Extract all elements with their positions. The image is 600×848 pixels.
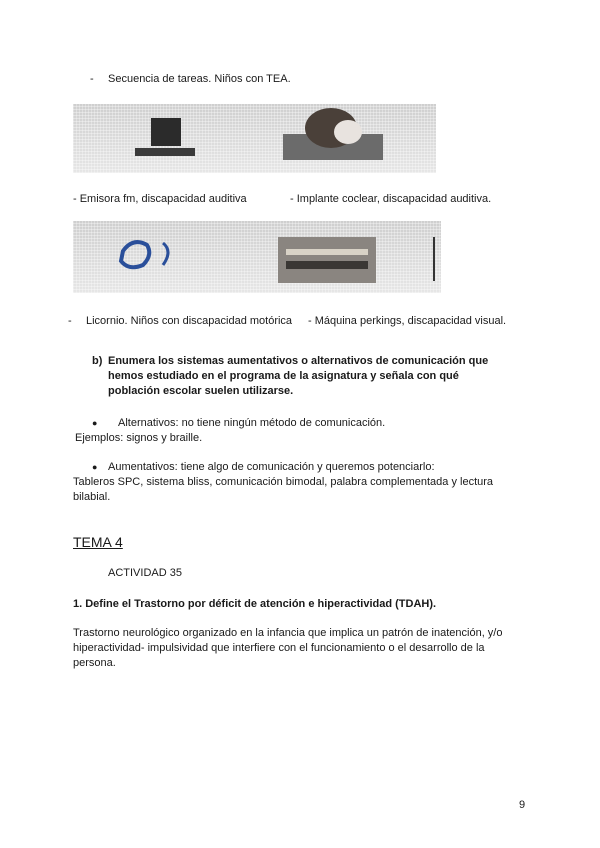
fm-transmitter-shape: [151, 118, 181, 146]
fm-base-shape: [135, 148, 195, 156]
bullet-icon: ●: [92, 418, 98, 428]
bullet-icon: ●: [92, 462, 98, 472]
sequence-item-text: Secuencia de tareas. Niños con TEA.: [108, 73, 291, 85]
aumentativos-text: Aumentativos: tiene algo de comunicación y queremos potenciarlo:: [108, 461, 435, 473]
perkins-machine-shape: [278, 237, 376, 283]
perkins-keys-shape: [286, 261, 368, 269]
hearing-devices-image: [73, 104, 436, 173]
unicorn-strap-shape: [163, 243, 168, 265]
list-marker: -: [68, 315, 72, 327]
caption-fm-transmitter: - Emisora fm, discapacidad auditiva: [73, 193, 247, 205]
alternativos-examples: Ejemplos: signos y braille.: [75, 432, 203, 444]
question-1-text: 1. Define el Trastorno por déficit de atención e hiperactividad (TDAH).: [73, 598, 437, 610]
activity-label: ACTIVIDAD 35: [108, 567, 182, 579]
section-heading-tema: TEMA 4: [73, 534, 123, 550]
answer-1-text: Trastorno neurológico organizado en la infancia que implica un patrón de inatención, y/o hiperactividad- impulsividad que interfiere con el funcionamiento o el desarrollo de la persona.: [73, 627, 503, 669]
question-b-text: Enumera los sistemas aumentativos o alternativos de comunicación que hemos estudiado en el programa de la asignatura y señala con qué población escolar suelen utilizarse.: [108, 355, 489, 397]
caption-unicorn: Licornio. Niños con discapacidad motórica: [86, 315, 293, 327]
page-number: 9: [519, 799, 526, 811]
motor-visual-devices-image: [73, 221, 441, 293]
alternativos-text: Alternativos: no tiene ningún método de comunicación.: [118, 417, 386, 429]
photo-strip-motor-visual-devices: [73, 221, 441, 293]
aumentativos-detail: Tableros SPC, sistema bliss, comunicación bimodal, palabra complementada y lectura bilabial.: [73, 476, 494, 503]
caption-perkins-machine: - Máquina perkings, discapacidad visual.: [308, 315, 507, 327]
edge-line-shape: [433, 237, 435, 281]
photo-strip-hearing-devices: [73, 104, 436, 173]
perkins-paper-shape: [286, 249, 368, 255]
question-b-marker: b): [92, 355, 103, 367]
child-face-shape: [334, 120, 362, 144]
caption-cochlear-implant: - Implante coclear, discapacidad auditiva.: [290, 193, 492, 205]
unicorn-pointer-shape: [121, 242, 149, 267]
list-marker: -: [90, 73, 94, 85]
